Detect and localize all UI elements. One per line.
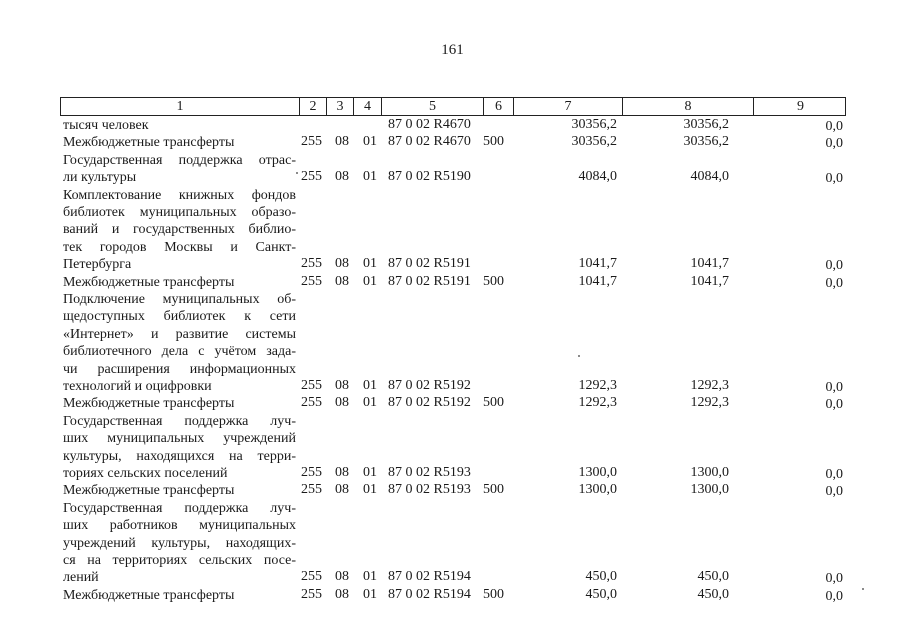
table-row: [0, 500, 905, 587]
cell-c5: 87 0 02 R5191: [388, 256, 471, 272]
cell-c2: 255: [301, 134, 322, 150]
cell-c5: 87 0 02 R5192: [388, 395, 471, 411]
cell-c2: 255: [301, 482, 322, 498]
scan-speck: [862, 588, 864, 590]
cell-c3: 08: [335, 134, 349, 150]
cell-c9: 0,0: [825, 171, 843, 187]
row-name-line: Петербурга: [63, 257, 132, 273]
cell-c8: 1292,3: [690, 395, 729, 411]
cell-c2: 255: [301, 464, 322, 480]
row-name-line: тысяч человек: [63, 118, 149, 133]
header-cell-5: 5: [381, 98, 483, 115]
cell-c4: 01: [363, 256, 377, 272]
row-name-line: Государственная поддержка луч-: [63, 413, 296, 429]
cell-c4: 01: [363, 273, 377, 289]
row-name-line: Государственная поддержка луч-: [63, 500, 296, 516]
row-name-line: Межбюджетные трансферты: [63, 396, 235, 412]
cell-c4: 01: [363, 586, 377, 602]
cell-c5: 87 0 02 R4670: [388, 134, 471, 150]
row-name: [63, 152, 296, 187]
cell-c7: 1292,3: [578, 378, 617, 393]
cell-c4: 01: [363, 134, 377, 150]
row-name-line: «Интернет» и развитие системы: [63, 326, 296, 342]
cell-top-c7: 30356,2: [571, 117, 617, 132]
row-name-line: ториях сельских поселений: [63, 465, 228, 481]
cell-c6: 500: [483, 482, 504, 498]
cell-c3: 08: [335, 395, 349, 411]
cell-c4: 01: [363, 482, 377, 498]
cell-c6: 500: [483, 273, 504, 289]
cell-c2: 255: [301, 395, 322, 411]
cell-c9: 0,0: [825, 466, 843, 482]
cell-c9: 0,0: [825, 397, 843, 413]
cell-c7: 1300,0: [578, 464, 617, 480]
table-row: [0, 482, 905, 499]
row-name-line: Межбюджетные трансферты: [63, 587, 235, 603]
cell-c7: 450,0: [585, 569, 617, 585]
row-name: [63, 117, 296, 134]
header-cell-7: 7: [513, 98, 622, 115]
row-name-line: лений: [63, 570, 99, 586]
table-row: [0, 134, 905, 151]
cell-c9: 0,0: [825, 588, 843, 604]
cell-c7: 4084,0: [578, 169, 617, 185]
cell-c7: 1041,7: [578, 256, 617, 272]
table-row: [0, 587, 905, 604]
row-name: [63, 413, 296, 483]
row-name: [63, 187, 296, 274]
cell-c4: 01: [363, 395, 377, 411]
row-name-line: ваний и государственных библио-: [63, 222, 296, 238]
row-name: [63, 587, 296, 604]
cell-c4: 01: [363, 169, 377, 185]
cell-c7: 1041,7: [578, 273, 617, 289]
cell-c6: 500: [483, 134, 504, 150]
page-number: 161: [441, 42, 464, 58]
cell-c9: 0,0: [825, 484, 843, 500]
row-name-line: учреждений культуры, находящих-: [63, 535, 296, 551]
cell-c8: 1300,0: [690, 482, 729, 498]
cell-c8: 450,0: [697, 586, 729, 602]
row-name: [63, 291, 296, 395]
cell-c9: 0,0: [825, 275, 843, 291]
cell-c8: 30356,2: [683, 134, 729, 150]
cell-c2: 255: [301, 273, 322, 289]
row-name-line: Государственная поддержка отрас-: [63, 152, 296, 168]
row-name-line: технологий и оцифровки: [63, 378, 212, 394]
cell-c3: 08: [335, 169, 349, 185]
cell-top-c9: 0,0: [825, 119, 843, 134]
row-name: [63, 482, 296, 499]
cell-c4: 01: [363, 378, 377, 393]
table-header: [60, 97, 846, 116]
cell-c5: 87 0 02 R5191: [388, 273, 471, 289]
cell-c7: 30356,2: [571, 134, 617, 150]
header-cell-8: 8: [622, 98, 753, 115]
row-name: [63, 395, 296, 412]
cell-c4: 01: [363, 464, 377, 480]
table-row: [0, 187, 905, 274]
cell-c8: 450,0: [697, 569, 729, 585]
cell-c7: 450,0: [585, 586, 617, 602]
table-row: [0, 274, 905, 291]
row-name-line: Межбюджетные трансферты: [63, 483, 235, 499]
table-row: [0, 152, 905, 187]
table-row: [0, 291, 905, 395]
row-name-line: ся на территориях сельских посе-: [63, 552, 296, 568]
cell-c2: 255: [301, 169, 322, 185]
table-row: [0, 413, 905, 483]
row-name-line: щедоступных библиотек к сети: [63, 309, 296, 325]
cell-c3: 08: [335, 586, 349, 602]
row-name-line: Комплектование книжных фондов: [63, 187, 296, 203]
cell-c9: 0,0: [825, 136, 843, 152]
header-cell-9: 9: [753, 98, 847, 115]
cell-c3: 08: [335, 273, 349, 289]
cell-c7: 1300,0: [578, 482, 617, 498]
cell-top-c8: 30356,2: [683, 117, 729, 132]
row-name-line: Подключение муниципальных об-: [63, 292, 296, 307]
cell-c6: 500: [483, 586, 504, 602]
row-name-line: тек городов Москвы и Санкт-: [63, 239, 296, 255]
cell-c2: 255: [301, 569, 322, 585]
row-name-line: ших работников муниципальных: [63, 518, 296, 534]
header-cell-1: 1: [176, 99, 184, 114]
row-name-line: библиотечного дела с учётом зада-: [63, 344, 296, 360]
row-name-line: ли культуры: [63, 170, 137, 186]
cell-c9: 0,0: [825, 258, 843, 274]
cell-c7: 1292,3: [578, 395, 617, 411]
cell-c9: 0,0: [825, 380, 843, 395]
scan-speck: [296, 172, 298, 174]
cell-c2: 255: [301, 256, 322, 272]
cell-c5: 87 0 02 R5193: [388, 464, 471, 480]
cell-c9: 0,0: [825, 571, 843, 587]
row-name: [63, 134, 296, 151]
cell-c5: 87 0 02 R5194: [388, 586, 471, 602]
row-name-line: ших муниципальных учреждений: [63, 431, 296, 447]
row-name: [63, 274, 296, 291]
row-name-line: чи расширения информационных: [63, 361, 296, 377]
header-cell-3: 3: [326, 98, 353, 115]
cell-c5: 87 0 02 R5194: [388, 569, 471, 585]
row-name-line: библиотек муниципальных образо-: [63, 204, 296, 220]
cell-c8: 1300,0: [690, 464, 729, 480]
cell-c3: 08: [335, 378, 349, 393]
row-name-line: культуры, находящихся на терри-: [63, 448, 296, 464]
cell-c3: 08: [335, 464, 349, 480]
row-name: [63, 500, 296, 587]
cell-c3: 08: [335, 256, 349, 272]
header-cell-2: 2: [299, 98, 326, 115]
row-name-line: Межбюджетные трансферты: [63, 135, 235, 151]
cell-c3: 08: [335, 482, 349, 498]
cell-c5: 87 0 02 R5190: [388, 169, 471, 185]
cell-c6: 500: [483, 395, 504, 411]
header-cell-6: 6: [483, 98, 513, 115]
cell-c8: 1292,3: [690, 378, 729, 393]
row-name-line: Межбюджетные трансферты: [63, 274, 235, 290]
cell-top-c5: 87 0 02 R4670: [388, 117, 471, 132]
cell-c3: 08: [335, 569, 349, 585]
cell-c8: 1041,7: [690, 256, 729, 272]
cell-c5: 87 0 02 R5193: [388, 482, 471, 498]
cell-c4: 01: [363, 569, 377, 585]
scan-speck: [578, 355, 580, 357]
cell-c5: 87 0 02 R5192: [388, 378, 471, 393]
cell-c8: 4084,0: [690, 169, 729, 185]
cell-c2: 255: [301, 586, 322, 602]
header-cell-4: 4: [353, 98, 381, 115]
cell-c2: 255: [301, 378, 322, 393]
table-row: [0, 395, 905, 412]
cell-c8: 1041,7: [690, 273, 729, 289]
